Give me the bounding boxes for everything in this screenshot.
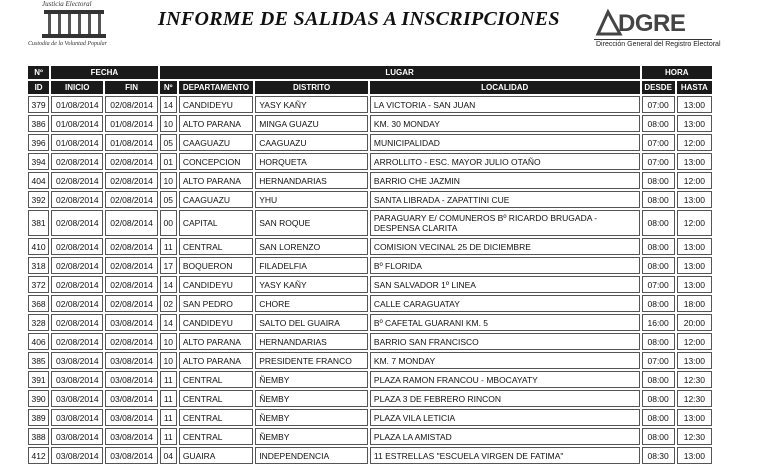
cell-hasta: 13:00: [677, 115, 712, 132]
cell-distrito: MINGA GUAZU: [255, 115, 368, 132]
table-row: [28, 409, 712, 426]
cell-fin: 03/08/2014: [105, 314, 157, 331]
cell-hasta: 13:00: [677, 238, 712, 255]
table-row: [28, 371, 712, 388]
cell-inicio: 01/08/2014: [51, 96, 103, 113]
cell-localidad: PLAZA RAMON FRANCOU - MBOCAYATY: [370, 371, 640, 388]
cell-hasta: 13:00: [677, 257, 712, 274]
cell-fin: 03/08/2014: [105, 428, 157, 445]
cell-localidad: PLAZA 3 DE FEBRERO RINCON: [370, 390, 640, 407]
cell-localidad: 11 ESTRELLAS "ESCUELA VIRGEN DE FATIMA": [370, 447, 640, 464]
cell-departamento: CANDIDEYU: [179, 314, 253, 331]
table-row: [28, 134, 712, 151]
cell-id: 410: [28, 238, 49, 255]
cell-inicio: 02/08/2014: [51, 210, 103, 236]
org-tagline: Custodia de la Voluntad Popular: [28, 41, 108, 47]
table-row: [28, 238, 712, 255]
cell-departamento: CENTRAL: [179, 390, 253, 407]
cell-dep-no: 05: [160, 191, 177, 208]
cell-localidad: PLAZA LA AMISTAD: [370, 428, 640, 445]
cell-id: 389: [28, 409, 49, 426]
cell-dep-no: 10: [160, 172, 177, 189]
cell-id: 386: [28, 115, 49, 132]
cell-departamento: CENTRAL: [179, 238, 253, 255]
cell-inicio: 03/08/2014: [51, 409, 103, 426]
cell-desde: 08:00: [642, 238, 675, 255]
cell-desde: 08:00: [642, 172, 675, 189]
cell-distrito: CHORE: [255, 295, 368, 312]
cell-localidad: SANTA LIBRADA - ZAPATTINI CUE: [370, 191, 640, 208]
cell-inicio: 02/08/2014: [51, 172, 103, 189]
group-header-row: [28, 66, 712, 79]
cell-desde: 08:00: [642, 390, 675, 407]
dgre-logo: [594, 8, 721, 54]
cell-fin: 02/08/2014: [105, 238, 157, 255]
cell-localidad: Bº FLORIDA: [370, 257, 640, 274]
cell-fin: 02/08/2014: [105, 153, 157, 170]
cell-departamento: CAAGUAZU: [179, 191, 253, 208]
table-row: [28, 390, 712, 407]
cell-departamento: CONCEPCION: [179, 153, 253, 170]
cell-hasta: 13:00: [677, 447, 712, 464]
cell-hasta: 12:30: [677, 371, 712, 388]
cell-id: 388: [28, 428, 49, 445]
cell-localidad: ARROLLITO - ESC. MAYOR JULIO OTAÑO: [370, 153, 640, 170]
cell-fin: 02/08/2014: [105, 172, 157, 189]
cell-hasta: 12:00: [677, 333, 712, 350]
cell-dep-no: 04: [160, 447, 177, 464]
cell-id: 368: [28, 295, 49, 312]
cell-id: 328: [28, 314, 49, 331]
cell-distrito: SAN LORENZO: [255, 238, 368, 255]
cell-dep-no: 01: [160, 153, 177, 170]
cell-departamento: CAPITAL: [179, 210, 253, 236]
cell-distrito: ÑEMBY: [255, 428, 368, 445]
cell-hasta: 12:30: [677, 428, 712, 445]
cell-inicio: 01/08/2014: [51, 134, 103, 151]
cell-fin: 02/08/2014: [105, 96, 157, 113]
cell-dep-no: 14: [160, 276, 177, 293]
cell-id: 404: [28, 172, 49, 189]
cell-desde: 08:30: [642, 447, 675, 464]
col-desde: DESDE: [642, 81, 675, 94]
cell-distrito: YASY KAÑY: [255, 96, 368, 113]
cell-desde: 07:00: [642, 352, 675, 369]
cell-inicio: 03/08/2014: [51, 390, 103, 407]
cell-fin: 02/08/2014: [105, 191, 157, 208]
cell-id: 391: [28, 371, 49, 388]
cell-localidad: PARAGUARY E/ COMUNEROS Bº RICARDO BRUGADA - DESPENSA CLARITA: [370, 210, 640, 236]
cell-hasta: 13:00: [677, 191, 712, 208]
cell-fin: 03/08/2014: [105, 390, 157, 407]
cell-departamento: CENTRAL: [179, 428, 253, 445]
table-row: [28, 276, 712, 293]
cell-distrito: HERNANDARIAS: [255, 172, 368, 189]
cell-departamento: ALTO PARANA: [179, 352, 253, 369]
report-header: [0, 0, 780, 58]
table-row: [28, 153, 712, 170]
cell-dep-no: 02: [160, 295, 177, 312]
cell-desde: 08:00: [642, 333, 675, 350]
cell-departamento: GUAIRA: [179, 447, 253, 464]
cell-distrito: INDEPENDENCIA: [255, 447, 368, 464]
cell-fin: 02/08/2014: [105, 295, 157, 312]
cell-dep-no: 11: [160, 409, 177, 426]
cell-localidad: PLAZA VILA LETICIA: [370, 409, 640, 426]
cell-localidad: Bº CAFETAL GUARANI KM. 5: [370, 314, 640, 331]
table-row: [28, 428, 712, 445]
cell-desde: 07:00: [642, 276, 675, 293]
cell-id: 392: [28, 191, 49, 208]
cell-localidad: SAN SALVADOR 1º LINEA: [370, 276, 640, 293]
cell-hasta: 13:00: [677, 153, 712, 170]
col-localidad: LOCALIDAD: [370, 81, 640, 94]
cell-hasta: 12:00: [677, 172, 712, 189]
cell-dep-no: 11: [160, 390, 177, 407]
table-row: [28, 257, 712, 274]
cell-departamento: CENTRAL: [179, 409, 253, 426]
cell-id: 390: [28, 390, 49, 407]
cell-departamento: CANDIDEYU: [179, 96, 253, 113]
col-inicio: INICIO: [51, 81, 103, 94]
column-header-row: [28, 81, 712, 94]
cell-distrito: YASY KAÑY: [255, 276, 368, 293]
cell-desde: 07:00: [642, 134, 675, 151]
cell-fin: 01/08/2014: [105, 134, 157, 151]
cell-fin: 01/08/2014: [105, 115, 157, 132]
cell-hasta: 12:00: [677, 134, 712, 151]
dgre-logo-text: DGRE: [618, 10, 686, 37]
cell-id: 318: [28, 257, 49, 274]
cell-departamento: CANDIDEYU: [179, 276, 253, 293]
table-row: [28, 295, 712, 312]
cell-inicio: 03/08/2014: [51, 371, 103, 388]
cell-id: 396: [28, 134, 49, 151]
cell-departamento: CENTRAL: [179, 371, 253, 388]
cell-hasta: 13:00: [677, 276, 712, 293]
cell-localidad: COMISION VECINAL 25 DE DICIEMBRE: [370, 238, 640, 255]
cell-inicio: 03/08/2014: [51, 447, 103, 464]
table-row: [28, 210, 712, 236]
cell-id: 406: [28, 333, 49, 350]
dgre-divider: [594, 39, 712, 40]
cell-desde: 08:00: [642, 295, 675, 312]
table-row: [28, 333, 712, 350]
col-hasta: HASTA: [677, 81, 712, 94]
cell-departamento: SAN PEDRO: [179, 295, 253, 312]
cell-hasta: 13:00: [677, 352, 712, 369]
cell-desde: 08:00: [642, 409, 675, 426]
cell-distrito: ÑEMBY: [255, 409, 368, 426]
cell-inicio: 03/08/2014: [51, 352, 103, 369]
cell-localidad: KM. 7 MONDAY: [370, 352, 640, 369]
col-id: ID: [28, 81, 49, 94]
cell-hasta: 13:00: [677, 96, 712, 113]
cell-dep-no: 10: [160, 115, 177, 132]
cell-dep-no: 00: [160, 210, 177, 236]
cell-distrito: HERNANDARIAS: [255, 333, 368, 350]
table-row: [28, 115, 712, 132]
cell-desde: 08:00: [642, 210, 675, 236]
cell-departamento: BOQUERON: [179, 257, 253, 274]
col-dep-no: Nº: [160, 81, 177, 94]
table-row: [28, 96, 712, 113]
cell-desde: 08:00: [642, 428, 675, 445]
header-lugar: LUGAR: [160, 66, 640, 79]
cell-inicio: 02/08/2014: [51, 238, 103, 255]
header-fecha: FECHA: [51, 66, 158, 79]
cell-departamento: ALTO PARANA: [179, 115, 253, 132]
cell-distrito: SAN ROQUE: [255, 210, 368, 236]
table-row: [28, 172, 712, 189]
cell-id: 381: [28, 210, 49, 236]
cell-fin: 02/08/2014: [105, 210, 157, 236]
cell-dep-no: 05: [160, 134, 177, 151]
col-fin: FIN: [105, 81, 157, 94]
cell-distrito: CAAGUAZU: [255, 134, 368, 151]
col-distrito: DISTRITO: [255, 81, 368, 94]
cell-inicio: 02/08/2014: [51, 276, 103, 293]
cell-desde: 08:00: [642, 191, 675, 208]
cell-dep-no: 17: [160, 257, 177, 274]
table-row: [28, 191, 712, 208]
cell-fin: 03/08/2014: [105, 447, 157, 464]
cell-dep-no: 14: [160, 314, 177, 331]
cell-id: 379: [28, 96, 49, 113]
cell-dep-no: 10: [160, 352, 177, 369]
header-no: Nº: [28, 66, 49, 79]
cell-dep-no: 11: [160, 371, 177, 388]
cell-hasta: 12:00: [677, 210, 712, 236]
cell-fin: 02/08/2014: [105, 257, 157, 274]
cell-desde: 07:00: [642, 96, 675, 113]
inscriptions-table: [26, 64, 714, 466]
cell-id: 385: [28, 352, 49, 369]
cell-localidad: BARRIO SAN FRANCISCO: [370, 333, 640, 350]
org-name: Justicia Electoral: [42, 0, 92, 8]
cell-departamento: ALTO PARANA: [179, 172, 253, 189]
cell-fin: 02/08/2014: [105, 333, 157, 350]
cell-localidad: MUNICIPALIDAD: [370, 134, 640, 151]
cell-departamento: CAAGUAZU: [179, 134, 253, 151]
cell-desde: 07:00: [642, 153, 675, 170]
cell-hasta: 20:00: [677, 314, 712, 331]
cell-id: 412: [28, 447, 49, 464]
cell-distrito: HORQUETA: [255, 153, 368, 170]
cell-fin: 03/08/2014: [105, 409, 157, 426]
cell-distrito: PRESIDENTE FRANCO: [255, 352, 368, 369]
cell-localidad: KM. 30 MONDAY: [370, 115, 640, 132]
cell-distrito: SALTO DEL GUAIRA: [255, 314, 368, 331]
cell-fin: 02/08/2014: [105, 276, 157, 293]
dgre-subtitle: Dirección General del Registro Electoral: [596, 41, 721, 48]
cell-hasta: 13:00: [677, 409, 712, 426]
cell-dep-no: 11: [160, 238, 177, 255]
cell-dep-no: 10: [160, 333, 177, 350]
cell-desde: 08:00: [642, 371, 675, 388]
cell-inicio: 03/08/2014: [51, 428, 103, 445]
cell-distrito: FILADELFIA: [255, 257, 368, 274]
cell-inicio: 02/08/2014: [51, 314, 103, 331]
cell-desde: 08:00: [642, 257, 675, 274]
cell-hasta: 18:00: [677, 295, 712, 312]
cell-distrito: ÑEMBY: [255, 371, 368, 388]
table-row: [28, 314, 712, 331]
cell-distrito: ÑEMBY: [255, 390, 368, 407]
cell-distrito: YHU: [255, 191, 368, 208]
cell-inicio: 02/08/2014: [51, 295, 103, 312]
cell-inicio: 02/08/2014: [51, 191, 103, 208]
cell-departamento: ALTO PARANA: [179, 333, 253, 350]
cell-fin: 03/08/2014: [105, 352, 157, 369]
cell-inicio: 01/08/2014: [51, 115, 103, 132]
cell-localidad: CALLE CARAGUATAY: [370, 295, 640, 312]
cell-dep-no: 11: [160, 428, 177, 445]
cell-inicio: 02/08/2014: [51, 257, 103, 274]
cell-localidad: LA VICTORIA - SAN JUAN: [370, 96, 640, 113]
cell-localidad: BARRIO CHE JAZMIN: [370, 172, 640, 189]
cell-desde: 16:00: [642, 314, 675, 331]
page-title: INFORME DE SALIDAS A INSCRIPCIONES: [158, 8, 560, 30]
cell-inicio: 02/08/2014: [51, 333, 103, 350]
table-body: [28, 96, 712, 464]
col-departamento: DEPARTAMENTO: [179, 81, 253, 94]
cell-dep-no: 14: [160, 96, 177, 113]
cell-hasta: 12:30: [677, 390, 712, 407]
cell-desde: 08:00: [642, 115, 675, 132]
cell-inicio: 02/08/2014: [51, 153, 103, 170]
cell-id: 372: [28, 276, 49, 293]
table-row: [28, 352, 712, 369]
cell-id: 394: [28, 153, 49, 170]
justicia-electoral-logo: [24, 0, 114, 52]
header-hora: HORA: [642, 66, 712, 79]
cell-fin: 03/08/2014: [105, 371, 157, 388]
